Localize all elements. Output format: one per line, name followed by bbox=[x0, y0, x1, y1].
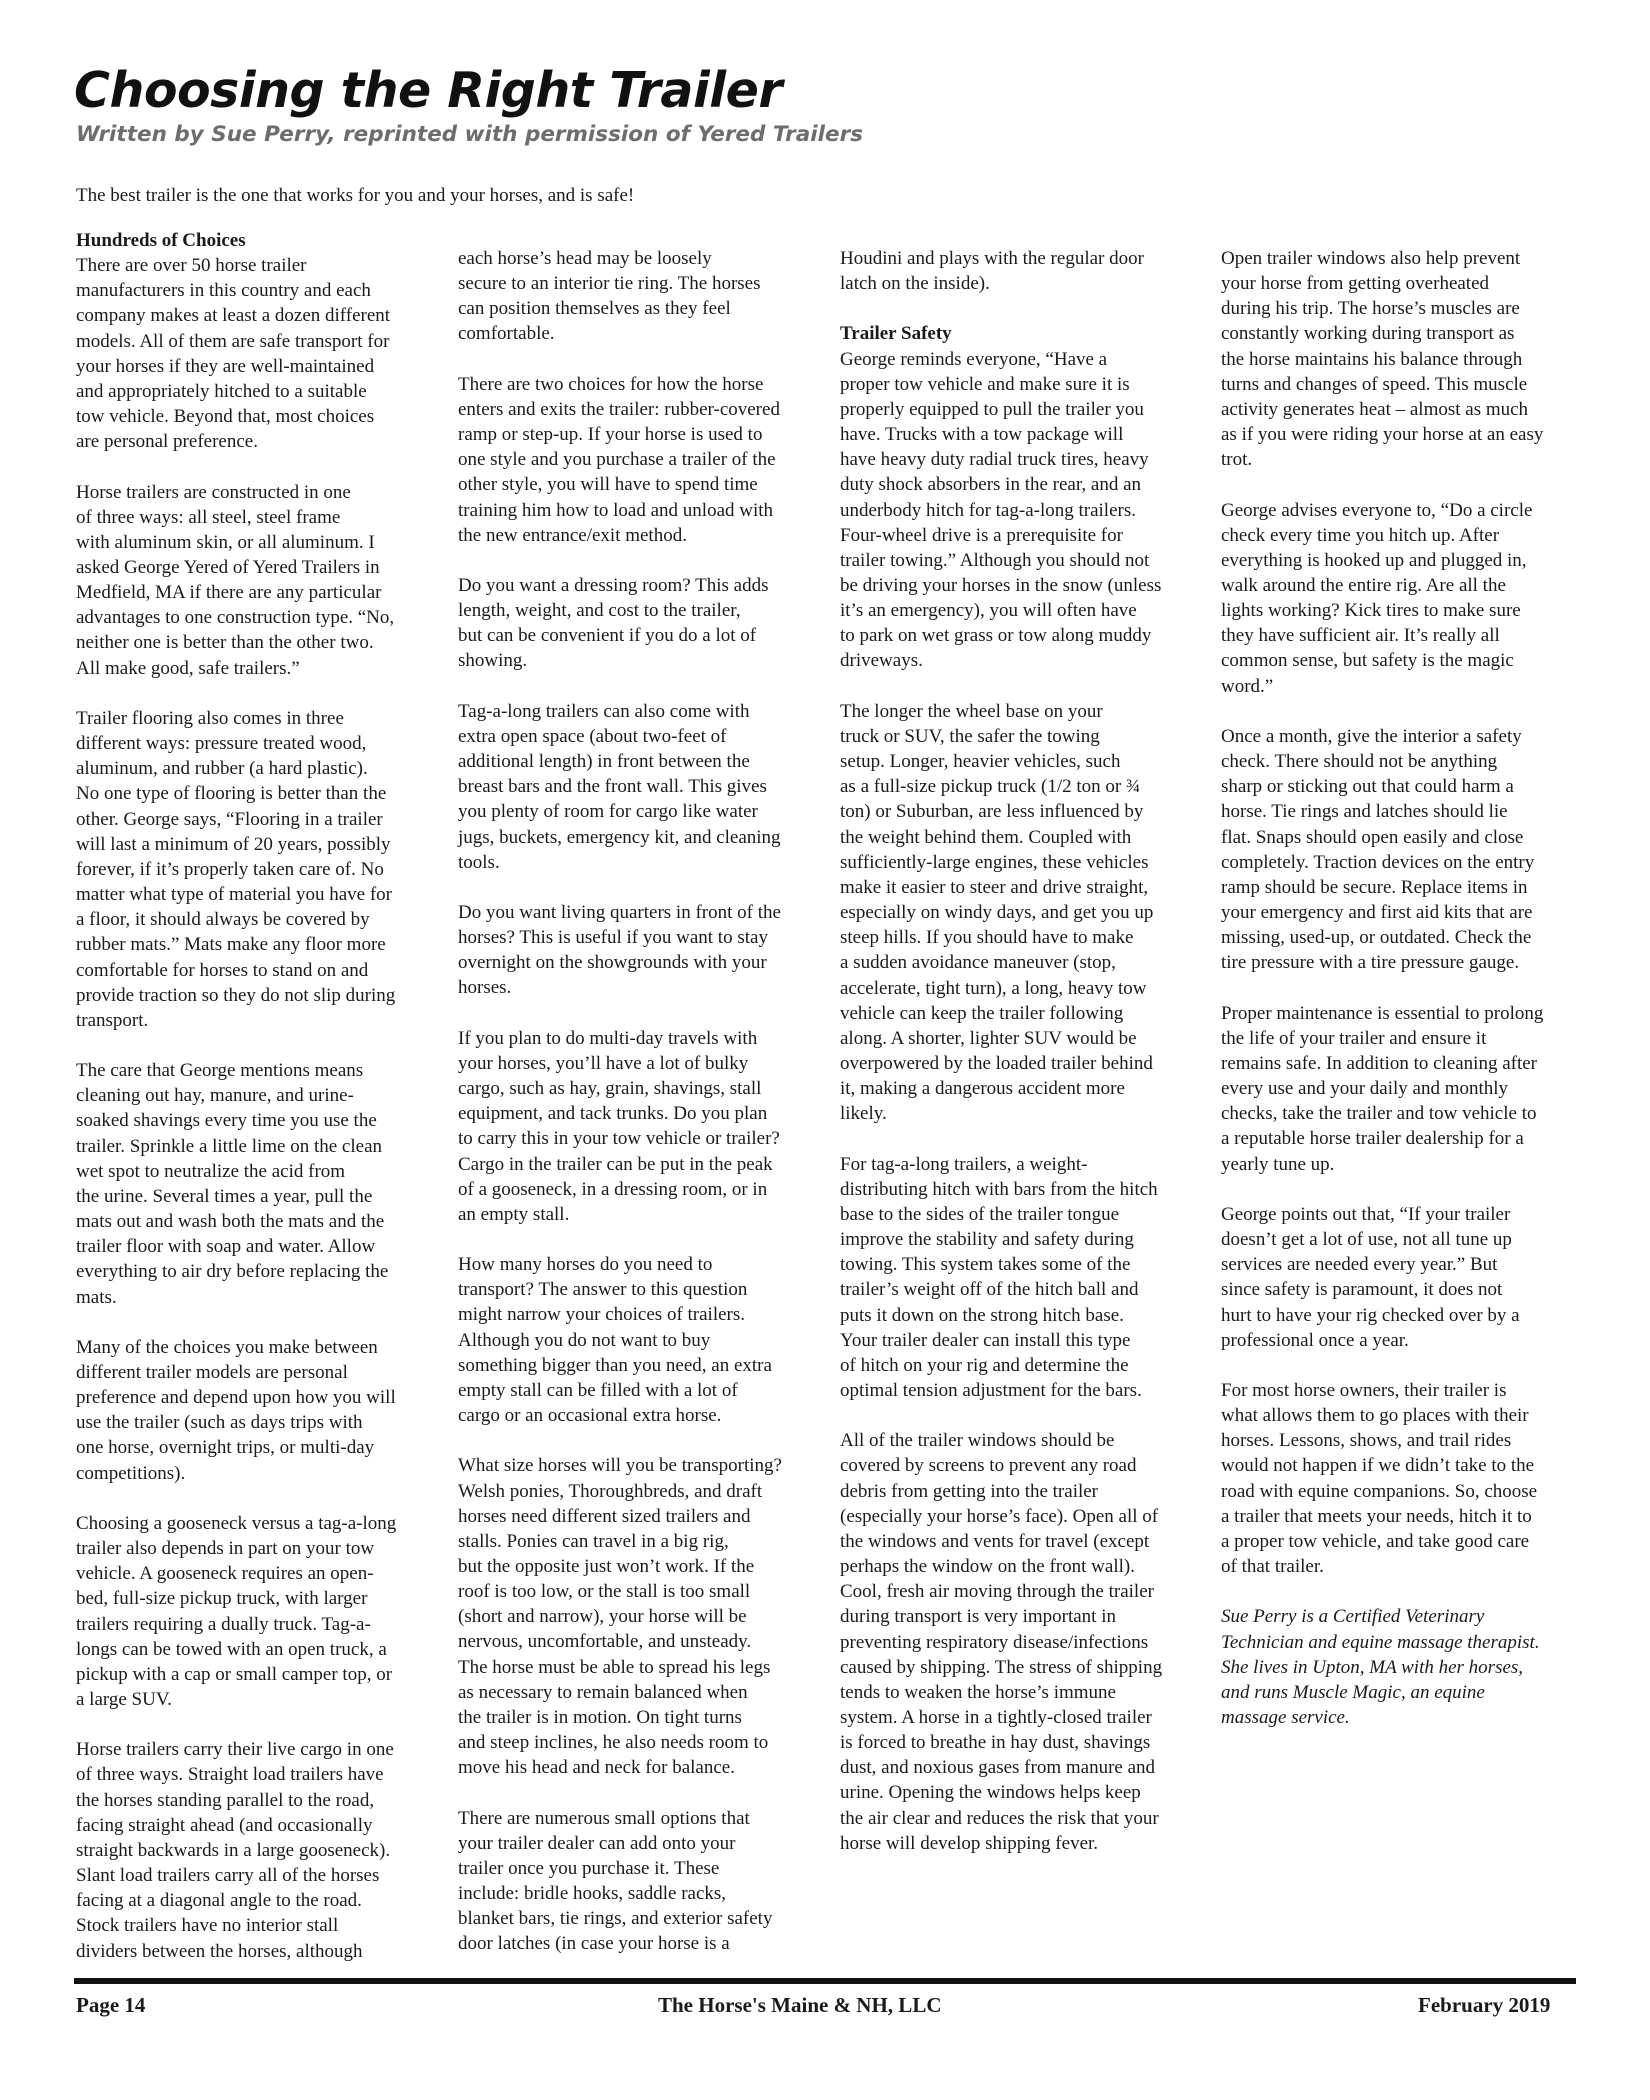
text-line: horses. bbox=[458, 977, 512, 999]
text-line: transport. bbox=[76, 1009, 149, 1031]
article-paragraph bbox=[76, 1335, 436, 1486]
text-line: constantly working during transport as bbox=[1221, 323, 1515, 345]
text-line: they have sufficient air. It’s really all bbox=[1221, 625, 1500, 647]
text-line: horse will develop shipping fever. bbox=[840, 1832, 1099, 1854]
text-line: the life of your trailer and ensure it bbox=[1221, 1027, 1487, 1049]
text-line: your trailer dealer can add onto your bbox=[458, 1832, 736, 1854]
text-line: everything to air dry before replacing the bbox=[76, 1261, 389, 1283]
text-line: proper tow vehicle and make sure it is bbox=[840, 373, 1130, 395]
text-line: optimal tension adjustment for the bars. bbox=[840, 1379, 1142, 1401]
text-line: each horse’s head may be loosely bbox=[458, 248, 712, 269]
text-line: overnight on the showgrounds with your bbox=[458, 952, 767, 974]
text-line: blanket bars, tie rings, and exterior safety bbox=[458, 1908, 773, 1930]
text-line: improve the stability and safety during bbox=[840, 1229, 1134, 1251]
text-line: All of the trailer windows should be bbox=[840, 1430, 1115, 1452]
text-line: stalls. Ponies can travel in a big rig, bbox=[458, 1530, 729, 1552]
article-paragraph bbox=[458, 1453, 818, 1780]
text-line: Tag-a-long trailers can also come with bbox=[458, 700, 750, 722]
text-line: especially on windy days, and get you up bbox=[840, 902, 1154, 924]
text-line: provide traction so they do not slip during bbox=[76, 984, 396, 1006]
text-line: it’s an emergency), you will often have bbox=[840, 600, 1137, 622]
article-paragraph bbox=[1221, 498, 1581, 699]
text-line: Your trailer dealer can install this type bbox=[840, 1329, 1131, 1351]
text-line: of three ways: all steel, steel frame bbox=[76, 506, 341, 528]
text-line: There are two choices for how the horse bbox=[458, 373, 764, 395]
text-column-2 bbox=[458, 246, 818, 1982]
text-line: a large SUV. bbox=[76, 1688, 172, 1710]
author-note bbox=[1221, 1604, 1581, 1730]
text-line: latch on the inside). bbox=[840, 273, 990, 295]
text-line: be driving your horses in the snow (unless bbox=[840, 575, 1162, 597]
text-line: you plenty of room for cargo like water bbox=[458, 801, 758, 823]
text-line: it, making a dangerous accident more bbox=[840, 1078, 1125, 1100]
text-line: trailer also depends in part on your tow bbox=[76, 1538, 375, 1560]
text-line: soaked shavings every time you use the bbox=[76, 1110, 377, 1132]
text-line: a sudden avoidance maneuver (stop, bbox=[840, 952, 1116, 974]
text-line: Trailer flooring also comes in three bbox=[76, 707, 344, 729]
text-line: Slant load trailers carry all of the horses bbox=[76, 1865, 380, 1887]
text-line: enters and exits the trailer: rubber-covered bbox=[458, 398, 780, 420]
text-line: showing. bbox=[458, 650, 528, 672]
text-line: to carry this in your tow vehicle or trailer? bbox=[458, 1128, 780, 1150]
article-paragraph bbox=[458, 372, 818, 548]
text-line: ramp should be secure. Replace items in bbox=[1221, 876, 1528, 898]
article-paragraph bbox=[76, 1737, 436, 1963]
text-line: horse. Tie rings and latches should lie bbox=[1221, 801, 1508, 823]
article-paragraph bbox=[76, 1511, 436, 1712]
article-byline: Written by Sue Perry, reprinted with permission of Yered Trailers bbox=[76, 122, 864, 147]
text-line: vehicle. A gooseneck requires an open- bbox=[76, 1563, 374, 1585]
text-line: distributing hitch with bars from the hitch bbox=[840, 1178, 1158, 1200]
text-line: transport? The answer to this question bbox=[458, 1279, 748, 1301]
text-line: George reminds everyone, “Have a bbox=[840, 348, 1108, 370]
text-line: Although you do not want to buy bbox=[458, 1329, 711, 1351]
text-line: an empty stall. bbox=[458, 1203, 570, 1225]
text-line: walk around the entire rig. Are all the bbox=[1221, 575, 1506, 597]
text-line: your horses, you’ll have a lot of bulky bbox=[458, 1052, 749, 1074]
text-line: professional once a year. bbox=[1221, 1329, 1409, 1351]
text-line: one horse, overnight trips, or multi-day bbox=[76, 1437, 375, 1459]
article-paragraph bbox=[76, 706, 436, 1033]
article-paragraph bbox=[840, 699, 1200, 1127]
text-line: Do you want a dressing room? This adds bbox=[458, 575, 769, 596]
text-line: Houdini and plays with the regular door bbox=[840, 248, 1144, 269]
text-line: Proper maintenance is essential to prolong bbox=[1221, 1002, 1544, 1024]
text-line: tire pressure with a tire pressure gauge. bbox=[1221, 952, 1520, 974]
article-paragraph bbox=[840, 1428, 1200, 1856]
text-line: underbody hitch for tag-a-long trailers. bbox=[840, 499, 1136, 521]
text-line: services are needed every year.” But bbox=[1221, 1254, 1498, 1276]
text-line: have heavy duty radial truck tires, heavy bbox=[840, 449, 1149, 471]
text-line: with aluminum skin, or all aluminum. I bbox=[76, 531, 375, 553]
text-line: Cargo in the trailer can be put in the peak bbox=[458, 1153, 773, 1175]
article-paragraph bbox=[458, 1806, 818, 1957]
text-line: empty stall can be filled with a lot of bbox=[458, 1379, 738, 1401]
text-line: bed, full-size pickup truck, with larger bbox=[76, 1588, 368, 1610]
text-line: the horses standing parallel to the road, bbox=[76, 1789, 375, 1811]
text-line: secure to an interior tie ring. The horses bbox=[458, 273, 761, 295]
text-line: trailers requiring a dually truck. Tag-a- bbox=[76, 1613, 371, 1635]
text-line: covered by screens to prevent any road bbox=[840, 1455, 1137, 1477]
text-line: She lives in Upton, MA with her horses, bbox=[1221, 1656, 1524, 1678]
text-line: neither one is better than the other two. bbox=[76, 632, 374, 654]
text-line: as necessary to remain balanced when bbox=[458, 1681, 748, 1703]
text-line: your horses if they are well-maintained bbox=[76, 355, 375, 377]
text-line: comfortable for horses to stand on and bbox=[76, 959, 369, 981]
text-line: a floor, it should always be covered by bbox=[76, 909, 370, 931]
text-line: turns and changes of speed. This muscle bbox=[1221, 373, 1528, 395]
text-line: preference and depend upon how you will bbox=[76, 1387, 396, 1409]
text-line: George points out that, “If your trailer bbox=[1221, 1203, 1511, 1225]
text-line: during transport is very important in bbox=[840, 1606, 1116, 1628]
text-line: Cool, fresh air moving through the trailer bbox=[840, 1581, 1154, 1603]
text-line: models. All of them are safe transport for bbox=[76, 330, 390, 352]
article-paragraph bbox=[76, 1058, 436, 1310]
text-line: preventing respiratory disease/infections bbox=[840, 1631, 1149, 1653]
text-line: tow vehicle. Beyond that, most choices bbox=[76, 406, 375, 428]
article-paragraph bbox=[458, 900, 818, 1001]
text-line: checks, take the trailer and tow vehicle to bbox=[1221, 1103, 1537, 1125]
article-paragraph bbox=[1221, 246, 1581, 472]
text-line: since safety is paramount, it does not bbox=[1221, 1279, 1503, 1301]
text-line: urine. Opening the windows helps keep bbox=[840, 1782, 1141, 1804]
text-line: extra open space (about two-feet of bbox=[458, 725, 727, 747]
article-paragraph bbox=[1221, 1001, 1581, 1177]
text-line: trailer once you purchase it. These bbox=[458, 1857, 720, 1879]
text-line: company makes at least a dozen different bbox=[76, 305, 391, 327]
text-line: the new entrance/exit method. bbox=[458, 524, 687, 546]
text-line: include: bridle hooks, saddle racks, bbox=[458, 1883, 727, 1905]
text-line: dividers between the horses, although bbox=[76, 1940, 363, 1962]
text-line: towing. This system takes some of the bbox=[840, 1254, 1131, 1276]
text-line: what allows them to go places with their bbox=[1221, 1405, 1529, 1427]
text-line: as if you were riding your horse at an easy bbox=[1221, 424, 1544, 446]
text-line: Open trailer windows also help prevent bbox=[1221, 248, 1521, 269]
text-line: remains safe. In addition to cleaning after bbox=[1221, 1052, 1538, 1074]
text-line: and runs Muscle Magic, an equine bbox=[1221, 1681, 1485, 1703]
text-line: completely. Traction devices on the entry bbox=[1221, 851, 1535, 873]
text-line: vehicle can keep the trailer following bbox=[840, 1002, 1124, 1024]
text-line: a proper tow vehicle, and take good care bbox=[1221, 1530, 1530, 1552]
text-line: comfortable. bbox=[458, 323, 555, 345]
text-line: (short and narrow), your horse will be bbox=[458, 1606, 747, 1628]
text-line: have. Trucks with a tow package will bbox=[840, 424, 1124, 446]
text-line: roof is too low, or the stall is too small bbox=[458, 1581, 751, 1603]
text-line: properly equipped to pull the trailer you bbox=[840, 398, 1144, 420]
text-line: Welsh ponies, Thoroughbreds, and draft bbox=[458, 1480, 763, 1502]
text-line: setup. Longer, heavier vehicles, such bbox=[840, 751, 1121, 773]
text-line: duty shock absorbers in the rear, and an bbox=[840, 474, 1142, 496]
text-line: during his trip. The horse’s muscles are bbox=[1221, 298, 1520, 320]
text-line: equipment, and tack trunks. Do you plan bbox=[458, 1103, 768, 1125]
text-line: system. A horse in a tightly-closed trailer bbox=[840, 1707, 1152, 1728]
text-line: facing straight ahead (and occasionally bbox=[76, 1814, 373, 1836]
text-line: The longer the wheel base on your bbox=[840, 700, 1103, 722]
footer-rule bbox=[74, 1978, 1576, 1984]
text-line: will last a minimum of 20 years, possibly bbox=[76, 833, 391, 855]
text-line: dust, and noxious gases from manure and bbox=[840, 1757, 1156, 1779]
article-paragraph bbox=[76, 480, 436, 681]
text-column-4 bbox=[1221, 246, 1581, 1755]
text-line: your emergency and first aid kits that are bbox=[1221, 902, 1533, 924]
text-line: Do you want living quarters in front of the bbox=[458, 902, 781, 923]
text-line: asked George Yered of Yered Trailers in bbox=[76, 557, 380, 579]
text-line: doesn’t get a lot of use, not all tune up bbox=[1221, 1229, 1512, 1251]
text-line: ton) or Suburban, are less influenced by bbox=[840, 801, 1144, 823]
text-line: can position themselves as they feel bbox=[458, 298, 731, 320]
text-line: All make good, safe trailers.” bbox=[76, 657, 300, 679]
text-line: No one type of flooring is better than the bbox=[76, 783, 387, 805]
text-line: word.” bbox=[1221, 675, 1274, 697]
text-line: What size horses will you be transporting? bbox=[458, 1455, 782, 1477]
text-line: How many horses do you need to bbox=[458, 1254, 713, 1276]
article-paragraph bbox=[458, 246, 818, 347]
text-line: truck or SUV, the safer the towing bbox=[840, 725, 1100, 747]
article-paragraph bbox=[840, 1152, 1200, 1404]
text-line: use the trailer (such as days trips with bbox=[76, 1412, 363, 1434]
text-line: tends to weaken the horse’s immune bbox=[840, 1681, 1116, 1703]
text-line: Four-wheel drive is a prerequisite for bbox=[840, 524, 1123, 546]
text-line: horses need different sized trailers and bbox=[458, 1505, 751, 1527]
text-line: There are numerous small options that bbox=[458, 1807, 750, 1829]
text-line: facing at a diagonal angle to the road. bbox=[76, 1890, 362, 1912]
article-paragraph bbox=[1221, 724, 1581, 976]
text-line: sufficiently-large engines, these vehicles bbox=[840, 851, 1149, 873]
text-line: the urine. Several times a year, pull the bbox=[76, 1185, 373, 1207]
text-line: cleaning out hay, manure, and urine- bbox=[76, 1085, 354, 1107]
text-line: straight backwards in a large gooseneck). bbox=[76, 1839, 391, 1861]
text-line: of three ways. Straight load trailers have bbox=[76, 1764, 384, 1786]
section-heading: Hundreds of Choices bbox=[76, 230, 246, 251]
text-line: lights working? Kick tires to make sure bbox=[1221, 600, 1521, 622]
text-line: the air clear and reduces the risk that your bbox=[840, 1807, 1159, 1829]
text-line: trot. bbox=[1221, 449, 1253, 471]
text-line: manufacturers in this country and each bbox=[76, 280, 371, 302]
text-line: hurt to have your rig checked over by a bbox=[1221, 1304, 1520, 1326]
text-line: rubber mats.” Mats make any floor more bbox=[76, 934, 386, 956]
text-line: are personal preference. bbox=[76, 431, 258, 453]
article-title: Choosing the Right Trailer bbox=[74, 62, 782, 119]
text-line: horses? This is useful if you want to stay bbox=[458, 927, 768, 949]
text-line: aluminum, and rubber (a hard plastic). bbox=[76, 758, 368, 780]
text-line: caused by shipping. The stress of shipping bbox=[840, 1656, 1163, 1678]
text-line: Horse trailers are constructed in one bbox=[76, 481, 351, 503]
text-line: debris from getting into the trailer bbox=[840, 1480, 1099, 1502]
text-line: mats. bbox=[76, 1286, 117, 1308]
text-line: door latches (in case your horse is a bbox=[458, 1933, 730, 1955]
section-heading: Trailer Safety bbox=[840, 323, 952, 345]
text-line: common sense, but safety is the magic bbox=[1221, 650, 1514, 672]
text-line: training him how to load and unload with bbox=[458, 499, 774, 521]
text-line: a reputable horse trailer dealership for a bbox=[1221, 1128, 1524, 1150]
text-line: and appropriately hitched to a suitable bbox=[76, 380, 367, 402]
text-line: check every time you hitch up. After bbox=[1221, 524, 1500, 546]
text-line: longs can be towed with an open truck, a bbox=[76, 1638, 387, 1660]
text-line: steep hills. If you should have to make bbox=[840, 927, 1134, 949]
text-line: of hitch on your rig and determine the bbox=[840, 1354, 1129, 1376]
text-line: make it easier to steer and drive straight, bbox=[840, 876, 1149, 898]
text-line: breast bars and the front wall. This gives bbox=[458, 776, 767, 798]
text-line: The care that George mentions means bbox=[76, 1060, 364, 1082]
text-line: flat. Snaps should open easily and close bbox=[1221, 826, 1524, 848]
text-line: There are over 50 horse trailer bbox=[76, 255, 307, 277]
text-line: missing, used-up, or outdated. Check the bbox=[1221, 927, 1532, 949]
text-line: puts it down on the strong hitch base. bbox=[840, 1304, 1124, 1326]
text-line: cargo, such as hay, grain, shavings, stall bbox=[458, 1078, 762, 1100]
text-line: Horse trailers carry their live cargo in one bbox=[76, 1739, 394, 1761]
text-line: yearly tune up. bbox=[1221, 1153, 1335, 1175]
text-line: one style and you purchase a trailer of the bbox=[458, 449, 776, 471]
text-line: trailer. Sprinkle a little lime on the clean bbox=[76, 1135, 383, 1157]
text-line: Technician and equine massage therapist. bbox=[1221, 1631, 1540, 1653]
article-paragraph bbox=[76, 228, 436, 454]
footer-date: February 2019 bbox=[1418, 1993, 1551, 2017]
text-line: ramp or step-up. If your horse is used to bbox=[458, 424, 763, 446]
text-line: If you plan to do multi-day travels with bbox=[458, 1027, 758, 1049]
article-paragraph bbox=[840, 321, 1200, 673]
article-intro: The best trailer is the one that works for you and your horses, and is safe! bbox=[76, 185, 635, 206]
text-line: might narrow your choices of trailers. bbox=[458, 1304, 746, 1326]
text-line: cargo or an occasional extra horse. bbox=[458, 1405, 722, 1427]
text-line: move his head and neck for balance. bbox=[458, 1757, 735, 1779]
text-line: Once a month, give the interior a safety bbox=[1221, 725, 1522, 747]
text-line: For most horse owners, their trailer is bbox=[1221, 1379, 1507, 1401]
text-line: additional length) in front between the bbox=[458, 751, 750, 773]
text-line: different trailer models are personal bbox=[76, 1361, 348, 1383]
text-line: the trailer is in motion. On tight turns bbox=[458, 1706, 742, 1728]
text-line: wet spot to neutralize the acid from bbox=[76, 1160, 346, 1182]
text-line: along. A shorter, lighter SUV would be bbox=[840, 1027, 1137, 1049]
article-paragraph bbox=[1221, 1202, 1581, 1353]
text-line: Stock trailers have no interior stall bbox=[76, 1915, 339, 1937]
text-line: length, weight, and cost to the trailer, bbox=[458, 600, 741, 622]
article-paragraph bbox=[458, 699, 818, 875]
text-line: and steep inclines, he also needs room to bbox=[458, 1732, 769, 1754]
text-line: horses. Lessons, shows, and trail rides bbox=[1221, 1430, 1512, 1452]
text-line: mats out and wash both the mats and the bbox=[76, 1211, 385, 1233]
text-line: sharp or sticking out that could harm a bbox=[1221, 776, 1514, 798]
text-line: the windows and vents for travel (except bbox=[840, 1530, 1150, 1552]
text-line: likely. bbox=[840, 1103, 887, 1125]
article-paragraph bbox=[458, 1252, 818, 1428]
text-line: matter what type of material you have for bbox=[76, 884, 393, 906]
text-line: road with equine companions. So, choose bbox=[1221, 1480, 1538, 1502]
text-line: Many of the choices you make between bbox=[76, 1336, 378, 1358]
text-line: trailer’s weight off of the hitch ball and bbox=[840, 1279, 1139, 1301]
text-line: of that trailer. bbox=[1221, 1556, 1324, 1578]
text-line: a trailer that meets your needs, hitch it to bbox=[1221, 1505, 1532, 1527]
text-line: other. George says, “Flooring in a trailer bbox=[76, 808, 383, 830]
footer-page-number: Page 14 bbox=[76, 1993, 146, 2017]
text-line: something bigger than you need, an extra bbox=[458, 1354, 772, 1376]
text-line: driveways. bbox=[840, 650, 923, 672]
text-line: (especially your horse’s face). Open all of bbox=[840, 1505, 1159, 1527]
text-line: is forced to breathe in hay dust, shavings bbox=[840, 1732, 1151, 1754]
text-column-1 bbox=[76, 228, 436, 1989]
text-line: check. There should not be anything bbox=[1221, 751, 1498, 773]
text-line: different ways: pressure treated wood, bbox=[76, 733, 367, 755]
footer-publication: The Horse's Maine & NH, LLC bbox=[658, 1993, 942, 2017]
text-line: the weight behind them. Coupled with bbox=[840, 826, 1132, 848]
text-line: other style, you will have to spend time bbox=[458, 474, 758, 496]
text-line: George advises everyone to, “Do a circle bbox=[1221, 499, 1533, 521]
text-line: Medfield, MA if there are any particular bbox=[76, 582, 382, 604]
text-line: of a gooseneck, in a dressing room, or in bbox=[458, 1178, 768, 1200]
text-line: everything is hooked up and plugged in, bbox=[1221, 549, 1527, 571]
text-line: would not happen if we didn’t take to the bbox=[1221, 1455, 1535, 1477]
article-paragraph bbox=[840, 246, 1200, 296]
text-line: the horse maintains his balance through bbox=[1221, 348, 1523, 370]
article-paragraph bbox=[458, 573, 818, 674]
text-line: Choosing a gooseneck versus a tag-a-long bbox=[76, 1512, 397, 1534]
text-line: but the opposite just won’t work. If the bbox=[458, 1556, 755, 1578]
text-line: tools. bbox=[458, 851, 500, 873]
text-line: competitions). bbox=[76, 1462, 186, 1484]
text-line: to park on wet grass or tow along muddy bbox=[840, 625, 1152, 647]
text-line: as a full-size pickup truck (1/2 ton or ¾ bbox=[840, 776, 1141, 798]
text-line: jugs, buckets, emergency kit, and cleaning bbox=[458, 826, 781, 848]
text-line: Sue Perry is a Certified Veterinary bbox=[1221, 1606, 1485, 1628]
text-line: every use and your daily and monthly bbox=[1221, 1078, 1509, 1100]
text-line: pickup with a cap or small camper top, or bbox=[76, 1663, 393, 1685]
text-line: trailer towing.” Although you should not bbox=[840, 549, 1150, 571]
text-line: For tag-a-long trailers, a weight- bbox=[840, 1153, 1088, 1175]
text-line: your horse from getting overheated bbox=[1221, 273, 1490, 295]
text-line: base to the sides of the trailer tongue bbox=[840, 1203, 1120, 1225]
text-line: The horse must be able to spread his legs bbox=[458, 1656, 771, 1678]
text-line: perhaps the window on the front wall). bbox=[840, 1556, 1135, 1578]
text-line: advantages to one construction type. “No, bbox=[76, 607, 395, 629]
text-line: nervous, uncomfortable, and unsteady. bbox=[458, 1631, 752, 1653]
text-line: but can be convenient if you do a lot of bbox=[458, 625, 757, 647]
article-paragraph bbox=[458, 1026, 818, 1227]
text-line: accelerate, tight turn), a long, heavy tow bbox=[840, 977, 1147, 999]
text-column-3 bbox=[840, 246, 1200, 1881]
text-line: activity generates heat – almost as much bbox=[1221, 398, 1529, 420]
text-line: massage service. bbox=[1221, 1706, 1350, 1728]
text-line: trailer floor with soap and water. Allow bbox=[76, 1236, 376, 1258]
text-line: forever, if it’s properly taken care of. No bbox=[76, 858, 384, 880]
article-paragraph bbox=[1221, 1378, 1581, 1579]
text-line: overpowered by the loaded trailer behind bbox=[840, 1052, 1153, 1074]
